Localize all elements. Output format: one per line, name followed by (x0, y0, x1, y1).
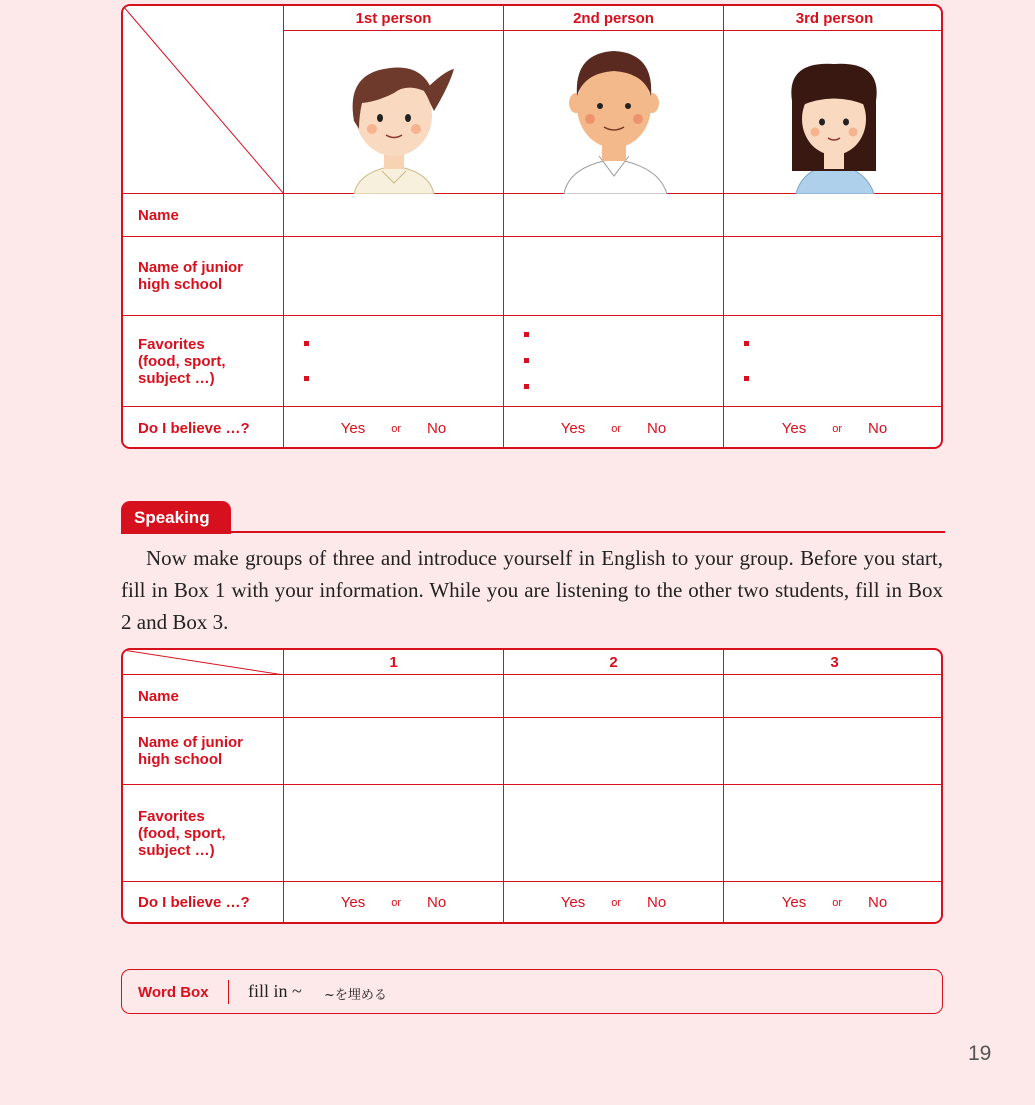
name-field-3[interactable] (724, 675, 943, 718)
or-text: or (832, 897, 843, 909)
row-label-favorites-line3: subject …) (138, 841, 215, 859)
word-box-term: fill in ~ (248, 981, 302, 1001)
bullet-marker (744, 376, 749, 381)
row-label-school-line1: Name of junior (138, 259, 244, 276)
bullet-marker (524, 358, 529, 363)
school-field-3[interactable] (724, 718, 943, 785)
no-option[interactable]: No (427, 419, 447, 437)
diagonal-line (123, 6, 284, 194)
school-field-1[interactable] (284, 237, 504, 316)
favorites-field-1[interactable] (284, 316, 504, 407)
favorites-field-3[interactable] (724, 316, 943, 407)
page-number: 19 (968, 1042, 992, 1065)
school-field-2[interactable] (504, 718, 724, 785)
no-option[interactable]: No (868, 893, 888, 911)
yes-no-choice-3[interactable] (724, 407, 943, 449)
diagonal-line (123, 650, 284, 675)
word-box-meaning: ~を埋める (324, 988, 387, 1003)
school-field-1[interactable] (284, 718, 504, 785)
header-2nd-person: 2nd person (504, 6, 724, 31)
word-box-label: Word Box (138, 984, 209, 1001)
or-text: or (391, 897, 402, 909)
row-label-school (123, 237, 284, 316)
yes-option[interactable]: Yes (781, 893, 807, 911)
bullet-marker (304, 341, 309, 346)
yes-option[interactable]: Yes (560, 893, 586, 911)
yes-option[interactable]: Yes (560, 419, 586, 437)
girl-ponytail-portrait (284, 31, 504, 194)
portrait-cell-2 (504, 31, 724, 194)
section-divider (121, 531, 945, 533)
row-label-believe: Do I believe …? (123, 407, 284, 449)
name-field-2[interactable] (504, 675, 724, 718)
name-field-2[interactable] (504, 194, 724, 237)
bullet-marker (744, 341, 749, 346)
row-label-name: Name (123, 675, 284, 718)
or-text: or (832, 423, 843, 435)
yes-option[interactable]: Yes (781, 419, 807, 437)
word-box-divider (228, 980, 229, 1004)
row-label-school (123, 718, 284, 785)
row-label-favorites-line2: (food, sport, (138, 352, 226, 370)
favorites-field-1[interactable] (284, 785, 504, 882)
or-text: or (611, 897, 622, 909)
row-label-name: Name (123, 194, 284, 237)
no-option[interactable]: No (647, 893, 667, 911)
bullet-marker (524, 332, 529, 337)
row-label-favorites (123, 316, 284, 407)
bullet-marker (304, 376, 309, 381)
girl-bob-portrait (724, 31, 943, 194)
favorites-field-3[interactable] (724, 785, 943, 882)
yes-option[interactable]: Yes (340, 893, 366, 911)
bullet-marker (524, 384, 529, 389)
header-1st-person: 1st person (284, 6, 504, 31)
row-label-school-line2: high school (138, 751, 223, 768)
header-box-1: 1 (284, 650, 504, 675)
school-field-3[interactable] (724, 237, 943, 316)
row-label-believe: Do I believe …? (123, 882, 284, 922)
header-3rd-person: 3rd person (724, 6, 943, 31)
character-table (121, 4, 943, 449)
or-text: or (391, 423, 402, 435)
yes-no-choice-2[interactable] (504, 882, 724, 922)
name-field-3[interactable] (724, 194, 943, 237)
corner-cell (123, 650, 284, 675)
group-table (121, 648, 943, 924)
header-box-3: 3 (724, 650, 943, 675)
yes-no-choice-1[interactable] (284, 882, 504, 922)
yes-no-choice-3[interactable] (724, 882, 943, 922)
word-box (121, 969, 943, 1014)
row-label-school-line2: high school (138, 276, 223, 293)
school-field-2[interactable] (504, 237, 724, 316)
favorites-field-2[interactable] (504, 785, 724, 882)
no-option[interactable]: No (868, 419, 888, 437)
or-text: or (611, 423, 622, 435)
row-label-favorites-line1: Favorites (138, 807, 205, 825)
portrait-cell-1 (284, 31, 504, 194)
row-label-favorites (123, 785, 284, 882)
row-label-favorites-line1: Favorites (138, 335, 205, 353)
row-label-favorites-line2: (food, sport, (138, 824, 226, 842)
yes-option[interactable]: Yes (340, 419, 366, 437)
yes-no-choice-2[interactable] (504, 407, 724, 449)
header-box-2: 2 (504, 650, 724, 675)
no-option[interactable]: No (427, 893, 447, 911)
name-field-1[interactable] (284, 675, 504, 718)
no-option[interactable]: No (647, 419, 667, 437)
corner-cell (123, 6, 284, 194)
name-field-1[interactable] (284, 194, 504, 237)
row-label-favorites-line3: subject …) (138, 369, 215, 387)
portrait-cell-3 (724, 31, 943, 194)
boy-portrait (504, 31, 724, 194)
row-label-school-line1: Name of junior (138, 734, 244, 751)
speaking-instructions: Now make groups of three and introduce yourself in English to your group. Before you start, fill in Box 1 with your information. While you are listening to the other two students, fill in Box 2 and Box 3. (121, 546, 943, 634)
favorites-field-2[interactable] (504, 316, 724, 407)
yes-no-choice-1[interactable] (284, 407, 504, 449)
speaking-section-tab: Speaking (121, 501, 231, 534)
